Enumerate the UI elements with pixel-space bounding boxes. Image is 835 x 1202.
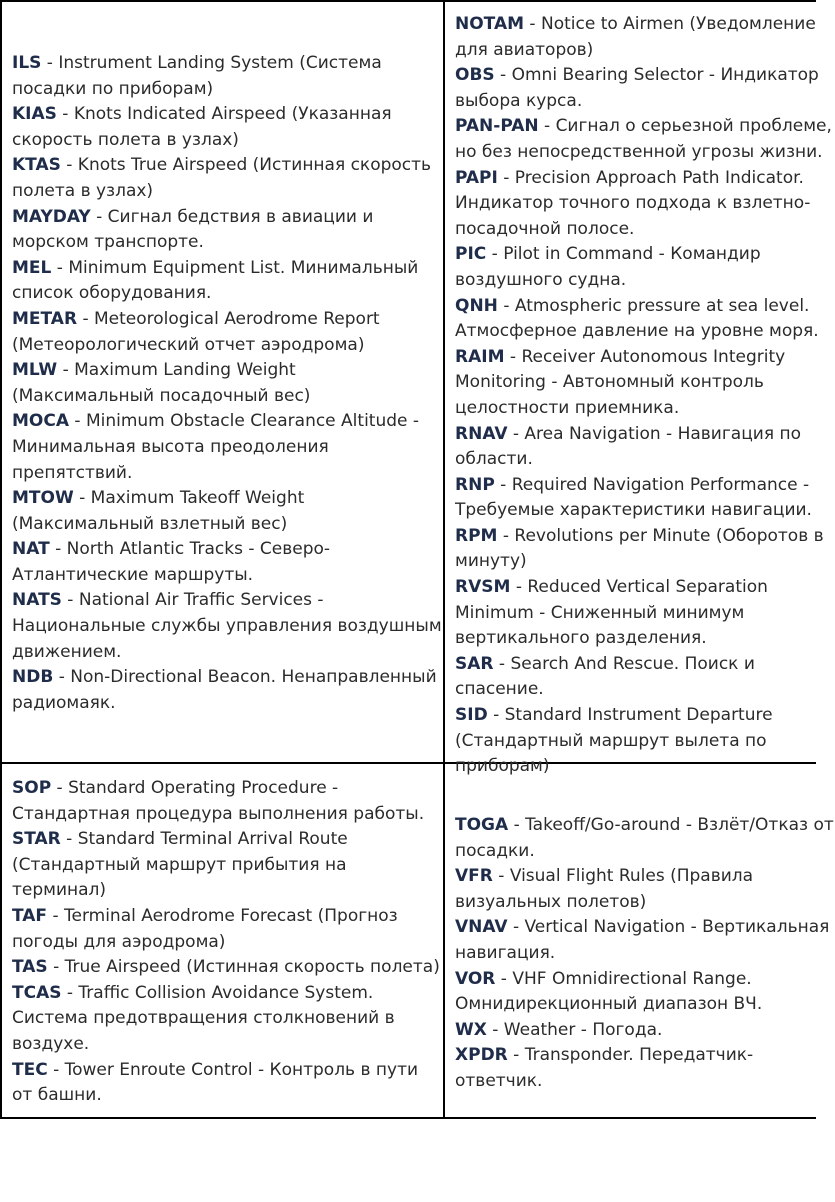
glossary-definition: - Knots Indicated Airspeed (Указанная скорость полета в узлах) bbox=[12, 104, 392, 150]
glossary-term: TCAS bbox=[12, 982, 62, 1003]
glossary-definition: - Notice to Airmen (Уведомление для авиаторов) bbox=[455, 14, 816, 60]
glossary-entry bbox=[455, 12, 835, 63]
glossary-entry bbox=[455, 1043, 835, 1094]
glossary-entry bbox=[455, 864, 835, 915]
glossary-term: TEC bbox=[12, 1059, 48, 1080]
glossary-term: RNP bbox=[455, 474, 495, 495]
entries-list bbox=[455, 813, 834, 1095]
glossary-entry bbox=[12, 981, 443, 1058]
glossary-term: SAR bbox=[455, 653, 494, 674]
glossary-term: RVSM bbox=[455, 577, 511, 598]
glossary-entry bbox=[12, 409, 443, 486]
glossary-entry bbox=[455, 114, 835, 165]
glossary-entry bbox=[455, 422, 835, 473]
glossary-entry bbox=[455, 915, 835, 966]
glossary-definition: - Instrument Landing System (Система посадки по приборам) bbox=[12, 53, 382, 99]
glossary-term: MLW bbox=[12, 360, 58, 381]
glossary-entry bbox=[12, 358, 443, 409]
glossary-term: PAN-PAN bbox=[455, 116, 539, 137]
glossary-entry bbox=[12, 955, 443, 981]
glossary-entry bbox=[455, 63, 835, 114]
glossary-definition: - Traffic Collision Avoidance System. Система предотвращения столкновений в воздухе. bbox=[12, 982, 395, 1054]
glossary-term: WX bbox=[455, 1019, 487, 1040]
glossary-entry bbox=[12, 904, 443, 955]
glossary-term: SID bbox=[455, 705, 488, 726]
glossary-definition: - Atmospheric pressure at sea level. Атмосферное давление на уровне моря. bbox=[455, 295, 819, 342]
glossary-definition: - Search And Rescue. Поиск и спасение. bbox=[455, 653, 755, 700]
glossary-entry bbox=[455, 1018, 835, 1044]
glossary-definition: - Knots True Airspeed (Истинная скорость полета в узлах) bbox=[12, 155, 432, 201]
glossary-term: VOR bbox=[455, 968, 496, 989]
glossary-term: TOGA bbox=[455, 815, 509, 835]
glossary-entry bbox=[12, 205, 443, 256]
glossary-entry bbox=[455, 242, 835, 293]
glossary-term: TAS bbox=[12, 957, 48, 978]
glossary-definition: - Area Navigation - Навигация по области. bbox=[455, 423, 801, 470]
glossary-term: STAR bbox=[12, 829, 61, 850]
glossary-term: QNH bbox=[455, 295, 498, 316]
glossary-definition: - Standard Operating Procedure - Стандартная процедура выполнения работы. bbox=[12, 778, 425, 824]
glossary-entry bbox=[455, 294, 835, 345]
glossary-term: VFR bbox=[455, 866, 493, 887]
glossary-term: OBS bbox=[455, 65, 495, 86]
glossary-term: MOCA bbox=[12, 411, 70, 432]
glossary-entry bbox=[455, 524, 835, 575]
glossary-entry bbox=[12, 486, 443, 537]
table-border-bottom bbox=[0, 1117, 816, 1119]
glossary-term: KTAS bbox=[12, 155, 61, 176]
glossary-term: MTOW bbox=[12, 488, 74, 509]
glossary-entry bbox=[12, 665, 443, 716]
cell-bottom-right bbox=[445, 764, 834, 1117]
glossary-term: PIC bbox=[455, 244, 487, 265]
glossary-term: NDB bbox=[12, 667, 54, 688]
glossary-definition: - Precision Approach Path Indicator. Индикатор точного подхода к взлетно-посадочной полосе. bbox=[455, 167, 811, 239]
glossary-entry bbox=[12, 102, 443, 153]
glossary-definition: - Weather - Погода. bbox=[486, 1019, 663, 1040]
glossary-definition: - Pilot in Command - Командир воздушного судна. bbox=[455, 244, 761, 290]
glossary-definition: - Omni Bearing Selector - Индикатор выбора курса. bbox=[455, 65, 819, 111]
glossary-definition: - Visual Flight Rules (Правила визуальных полетов) bbox=[455, 866, 754, 912]
glossary-entry bbox=[12, 153, 443, 204]
glossary-term: KIAS bbox=[12, 104, 57, 125]
glossary-term: RPM bbox=[455, 525, 498, 546]
glossary-term: ILS bbox=[12, 53, 42, 73]
glossary-term: SOP bbox=[12, 778, 52, 798]
glossary-definition: - Maximum Landing Weight (Максимальный посадочный вес) bbox=[12, 360, 311, 406]
glossary-definition: - Meteorological Aerodrome Report (Метеорологический отчет аэродрома) bbox=[12, 308, 380, 355]
glossary-term: MAYDAY bbox=[12, 206, 91, 227]
glossary-entry bbox=[12, 588, 443, 665]
glossary-entry bbox=[12, 256, 443, 307]
glossary-term: NAT bbox=[12, 539, 50, 560]
glossary-definition: - National Air Traffic Services - Национальные службы управления воздушным движением. bbox=[12, 590, 442, 662]
glossary-entry bbox=[455, 967, 835, 1018]
glossary-term: RNAV bbox=[455, 423, 508, 444]
glossary-definition: - True Airspeed (Истинная скорость полета) bbox=[47, 957, 440, 978]
glossary-entry bbox=[12, 537, 443, 588]
glossary-definition: - Revolutions per Minute (Оборотов в минуту) bbox=[455, 525, 824, 572]
glossary-definition: - Maximum Takeoff Weight (Максимальный взлетный вес) bbox=[12, 488, 305, 534]
cell-top-left bbox=[2, 2, 443, 762]
glossary-term: METAR bbox=[12, 308, 78, 329]
glossary-term: NATS bbox=[12, 590, 62, 611]
glossary-term: RAIM bbox=[455, 346, 505, 367]
glossary-term: NOTAM bbox=[455, 14, 525, 34]
glossary-definition: - Reduced Vertical Separation Minimum - Сниженный минимум вертикального разделения. bbox=[455, 577, 768, 649]
glossary-entry bbox=[12, 827, 443, 904]
glossary-definition: - Сигнал бедствия в авиации и морском транспорте. bbox=[12, 206, 374, 253]
glossary-entry bbox=[12, 776, 443, 827]
glossary-definition: - Non-Directional Beacon. Ненаправленный радиомаяк. bbox=[12, 667, 437, 713]
glossary-entry bbox=[455, 652, 835, 703]
glossary-term: PAPI bbox=[455, 167, 498, 188]
glossary-definition: - Minimum Obstacle Clearance Altitude - Минимальная высота преодоления препятствий. bbox=[12, 411, 420, 483]
glossary-definition: - North Atlantic Tracks - Северо-Атлантические маршруты. bbox=[12, 539, 331, 585]
glossary-entry bbox=[12, 307, 443, 358]
glossary-entry bbox=[455, 345, 835, 422]
glossary-entry bbox=[455, 166, 835, 243]
glossary-definition: - Takeoff/Go-around - Взлёт/Отказ от посадки. bbox=[455, 815, 834, 861]
glossary-definition: - VHF Omnidirectional Range. Омнидирекционный диапазон ВЧ. bbox=[455, 968, 763, 1015]
glossary-definition: - Standard Terminal Arrival Route (Стандартный маршрут прибытия на терминал) bbox=[12, 829, 348, 901]
glossary-term: VNAV bbox=[455, 917, 508, 938]
glossary-definition: - Receiver Autonomous Integrity Monitoring - Автономный контроль целостности приемника. bbox=[455, 346, 786, 418]
glossary-definition: - Minimum Equipment List. Минимальный список оборудования. bbox=[12, 257, 419, 304]
glossary-entry bbox=[12, 1058, 443, 1109]
glossary-term: TAF bbox=[12, 905, 48, 926]
entries-list bbox=[455, 12, 832, 780]
glossary-definition: - Terminal Aerodrome Forecast (Прогноз погоды для аэродрома) bbox=[12, 905, 398, 952]
glossary-definition: - Standard Instrument Departure (Стандартный маршрут вылета по приборам) bbox=[455, 705, 773, 777]
glossary-entry bbox=[455, 473, 835, 524]
entries-list bbox=[12, 51, 443, 716]
glossary-definition: - Tower Enroute Control - Контроль в пути от башни. bbox=[12, 1059, 419, 1106]
cell-top-right bbox=[445, 2, 832, 777]
glossary-term: XPDR bbox=[455, 1045, 508, 1066]
entries-list bbox=[12, 776, 443, 1109]
glossary-entry bbox=[12, 51, 443, 102]
glossary-definition: - Required Navigation Performance - Требуемые характеристики навигации. bbox=[455, 474, 812, 521]
cell-bottom-left bbox=[2, 764, 443, 1117]
glossary-definition: - Transponder. Передатчик-ответчик. bbox=[455, 1045, 754, 1091]
glossary-term: MEL bbox=[12, 257, 52, 278]
glossary-entry bbox=[455, 813, 835, 864]
glossary-entry bbox=[455, 575, 835, 652]
glossary-definition: - Vertical Navigation - Вертикальная навигация. bbox=[455, 917, 830, 963]
glossary-definition: - Сигнал о серьезной проблеме, но без непосредственной угрозы жизни. bbox=[455, 116, 832, 162]
